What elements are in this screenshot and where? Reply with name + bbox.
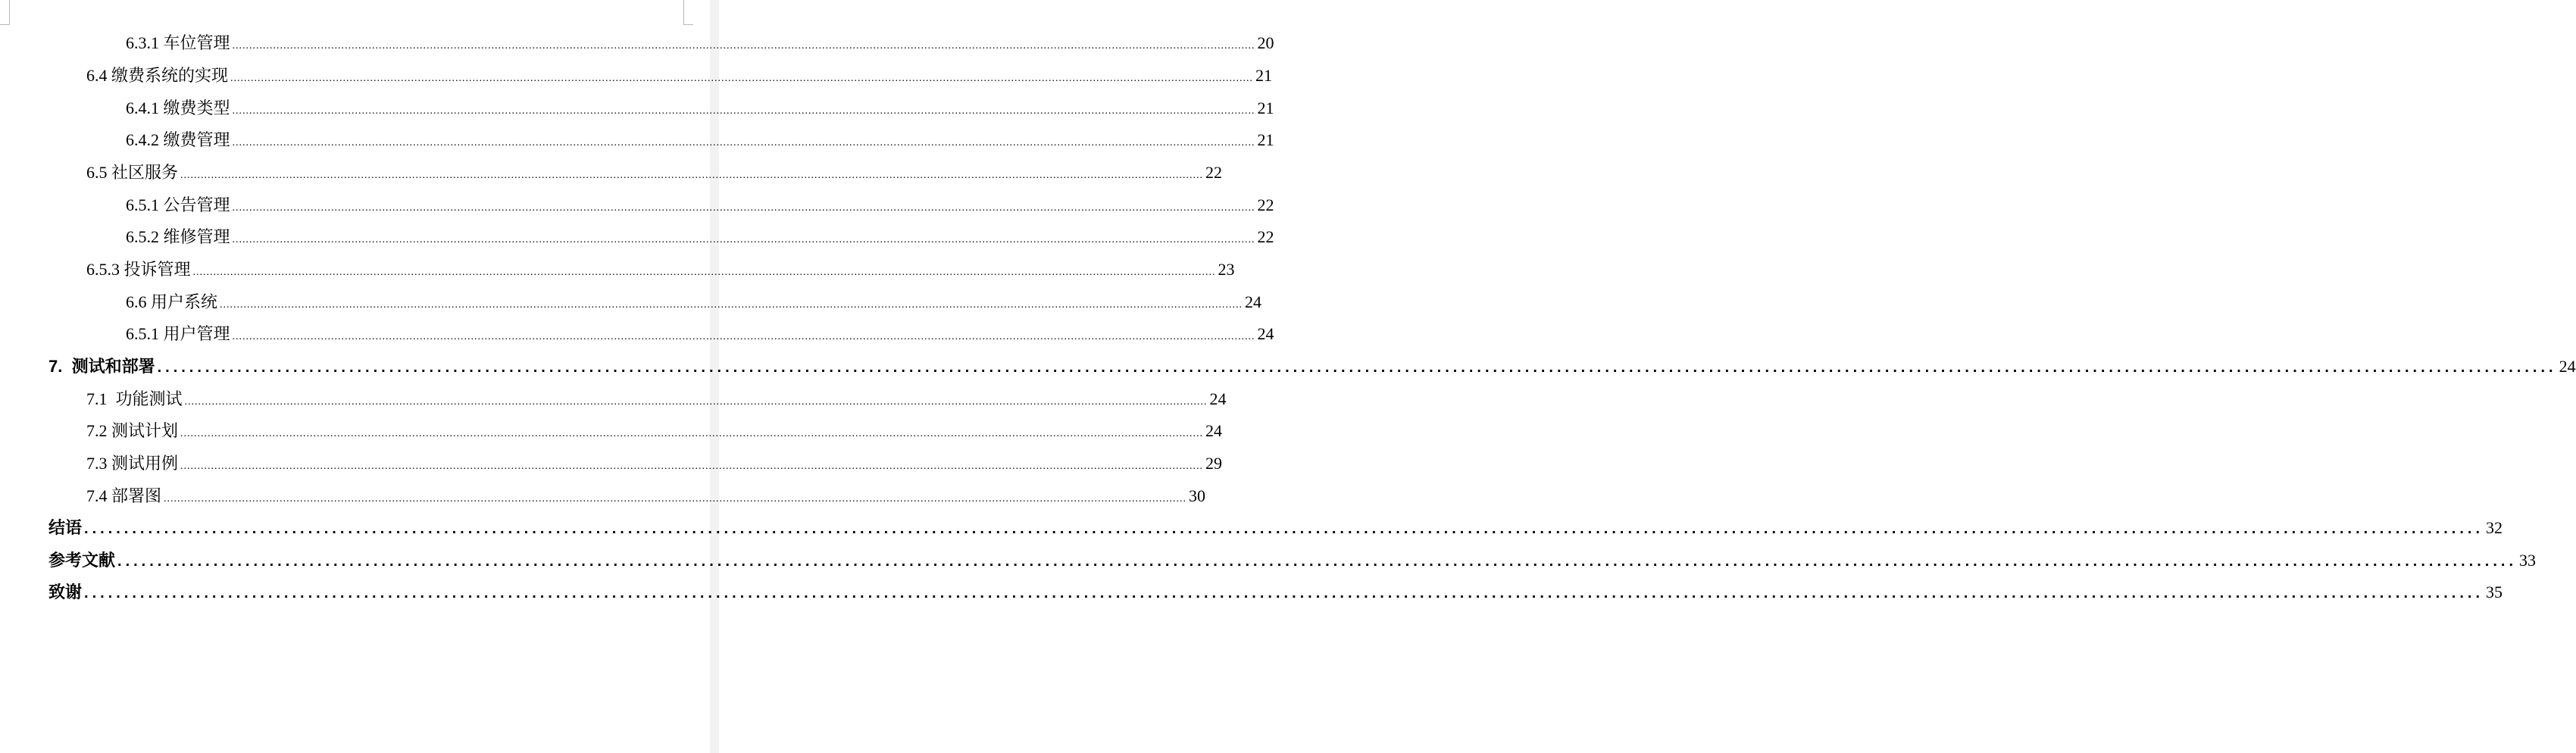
dot-leader: ............................................................................................................................................................................................................................................................................................................ — [232, 234, 1255, 245]
toc-entry-title: 致谢 — [48, 583, 83, 601]
toc-entry-title: 7.2 测试计划 — [86, 421, 179, 440]
toc-entry-title: 7.3 测试用例 — [86, 454, 179, 473]
toc-entry-page: 23 — [1218, 260, 1235, 279]
dot-leader: ............................................................................................................................................................................................................................................................................................................ — [232, 331, 1255, 342]
toc-entry-page: 32 — [2486, 518, 2503, 537]
toc-entry[interactable] — [126, 192, 1274, 218]
dot-leader: ............................................................................................................................................................................................................................................................................................................ — [84, 585, 2484, 601]
toc-entry-title: 7.1 功能测试 — [86, 389, 183, 408]
toc-entry[interactable] — [86, 451, 1223, 476]
dot-leader: ............................................................................................................................................................................................................................................................................................................ — [232, 40, 1255, 52]
toc-entry-title: 6.5.1 公告管理 — [126, 195, 230, 214]
dot-leader: ............................................................................................................................................................................................................................................................................................................ — [84, 520, 2484, 537]
toc-entry-title: 6.4.1 缴费类型 — [126, 98, 230, 117]
toc-entry-page: 22 — [1257, 195, 1274, 214]
toc-entry-title: 6.5.2 维修管理 — [126, 227, 230, 246]
toc-entry[interactable] — [126, 289, 1262, 315]
toc-entry-title: 参考文献 — [48, 551, 116, 570]
toc-entry-title: 6.4 缴费系统的实现 — [86, 66, 229, 85]
toc-entry-page: 24 — [1205, 421, 1223, 440]
toc-entry-title: 6.4.2 缴费管理 — [126, 130, 230, 149]
toc-entry-page: 24 — [1245, 292, 1262, 311]
toc-entry[interactable] — [86, 386, 1227, 412]
toc-entry-page: 20 — [1257, 33, 1274, 52]
toc-entry[interactable] — [86, 160, 1223, 186]
toc-entry-title: 6.6 用户系统 — [126, 292, 218, 311]
toc-entry-chapter[interactable] — [48, 548, 2537, 573]
toc-entry-page: 21 — [1255, 66, 1273, 85]
toc-entry-chapter[interactable] — [48, 354, 2576, 380]
dot-leader: ............................................................................................................................................................................................................................................................................................................ — [180, 428, 1204, 439]
toc-entry-page: 22 — [1205, 163, 1223, 182]
toc-entry-page: 33 — [2519, 551, 2537, 570]
dot-leader: ............................................................................................................................................................................................................................................................................................................ — [184, 396, 1208, 408]
toc-entry-page: 22 — [1257, 227, 1274, 246]
toc-entry-chapter[interactable] — [48, 515, 2503, 541]
toc-entry-title: 结语 — [48, 518, 83, 537]
dot-leader: ............................................................................................................................................................................................................................................................................................................ — [164, 493, 1187, 505]
toc-entry-page: 24 — [2559, 357, 2576, 376]
toc-entry-page: 29 — [1205, 454, 1223, 473]
toc-entry-title: 6.3.1 车位管理 — [126, 33, 230, 52]
dot-leader: ............................................................................................................................................................................................................................................................................................................ — [230, 73, 1254, 84]
toc-entry-page: 24 — [1209, 389, 1227, 408]
toc-entry-title: 6.5 社区服务 — [86, 163, 179, 182]
toc-entry-title: 7.4 部署图 — [86, 486, 162, 505]
page-corner-mark-left — [0, 0, 10, 25]
toc-entry[interactable] — [126, 127, 1274, 153]
page-corner-mark-right — [683, 0, 693, 25]
toc-entry-title: 7. 测试和部署 — [48, 357, 155, 376]
dot-leader: ............................................................................................................................................................................................................................................................................................................ — [180, 170, 1204, 181]
toc-entry-page: 21 — [1257, 98, 1274, 117]
dot-leader: ............................................................................................................................................................................................................................................................................................................ — [220, 299, 1243, 311]
toc-entry[interactable] — [126, 321, 1274, 347]
toc-entry[interactable] — [86, 257, 1235, 283]
toc-entry-title: 6.5.1 用户管理 — [126, 324, 230, 343]
toc-entry[interactable] — [126, 224, 1274, 250]
toc-entry-title: 6.5.3 投诉管理 — [86, 260, 191, 279]
dot-leader: ............................................................................................................................................................................................................................................................................................................ — [192, 267, 1216, 278]
toc-entry[interactable] — [86, 483, 1206, 509]
dot-leader: ............................................................................................................................................................................................................................................................................................................ — [232, 137, 1255, 148]
toc-entry-chapter[interactable] — [48, 580, 2503, 605]
toc-entry-page: 35 — [2486, 583, 2503, 601]
toc-entry[interactable] — [86, 418, 1223, 444]
toc-entry-page: 24 — [1257, 324, 1274, 343]
toc-entry[interactable] — [86, 63, 1273, 89]
dot-leader: ............................................................................................................................................................................................................................................................................................................ — [117, 553, 2518, 570]
toc-entry[interactable] — [126, 95, 1274, 121]
dot-leader: ............................................................................................................................................................................................................................................................................................................ — [232, 202, 1255, 214]
toc-entry-page: 21 — [1257, 130, 1274, 149]
dot-leader: ............................................................................................................................................................................................................................................................................................................ — [232, 105, 1255, 117]
toc-entry-page: 30 — [1189, 486, 1206, 505]
dot-leader: ............................................................................................................................................................................................................................................................................................................ — [180, 461, 1204, 472]
dot-leader: ............................................................................................................................................................................................................................................................................................................ — [157, 359, 2557, 376]
toc-entry[interactable] — [126, 30, 1274, 56]
